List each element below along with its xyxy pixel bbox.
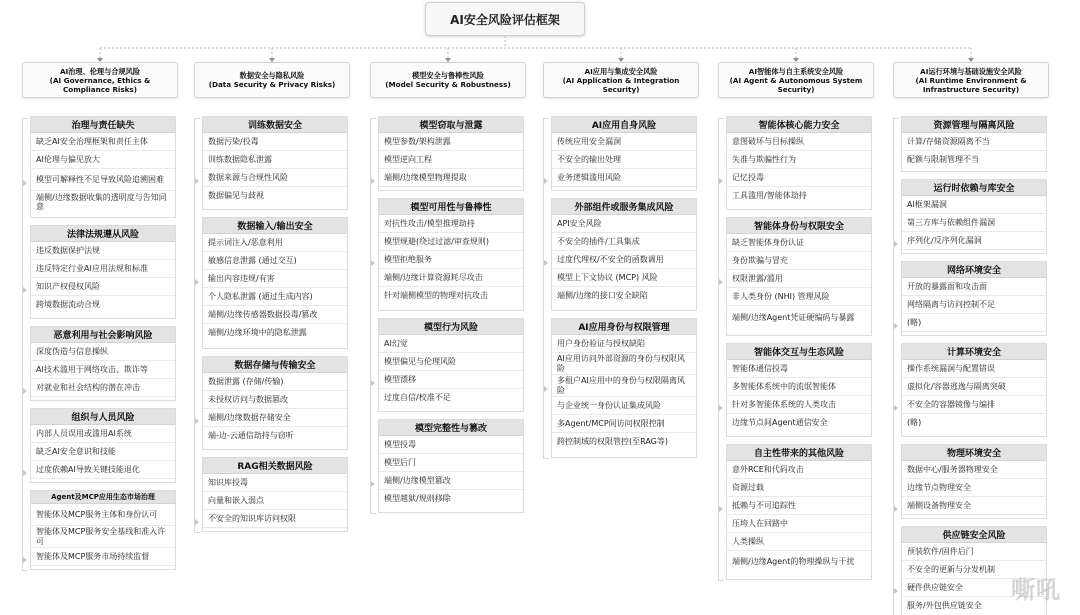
risk-item-label: 敏感信息泄露 (通过交互) <box>208 255 297 265</box>
risk-item <box>727 461 871 479</box>
risk-item <box>203 409 347 427</box>
risk-item-label: 个人隐私泄露 (通过生成内容) <box>208 291 313 301</box>
group-chevron-icon <box>23 470 27 476</box>
risk-item-label: 数据来源与合规性风险 <box>208 172 288 182</box>
risk-item <box>203 492 347 510</box>
risk-item-label: 数据偏见与歧视 <box>208 191 264 201</box>
risk-item <box>31 361 175 379</box>
risk-item <box>902 360 1046 378</box>
risk-item-label: 模型参数/架构泄露 <box>384 136 451 146</box>
risk-group-title: 自主性带来的其他风险 <box>727 445 871 461</box>
risk-item-label: 多智能体系统中的流氓智能体 <box>732 381 836 391</box>
risk-item <box>31 296 175 314</box>
risk-item-label: 业务逻辑滥用风险 <box>557 172 621 182</box>
risk-item <box>31 278 175 296</box>
risk-item-label: 违反特定行业AI应用法规和标准 <box>36 263 148 273</box>
risk-item-label: 端侧/边缘数据存储安全 <box>208 412 291 422</box>
risk-group-title: 计算环境安全 <box>902 344 1046 360</box>
risk-item-label: 服务/外包供应链安全 <box>907 601 982 611</box>
risk-item <box>552 215 696 233</box>
risk-item-label: 非人类身份 (NHI) 管理风险 <box>732 291 830 301</box>
group-chevron-icon <box>544 386 548 392</box>
risk-item-label: 模型后门 <box>384 457 416 467</box>
risk-item <box>727 234 871 252</box>
risk-item-label: 端侧设备物理安全 <box>907 500 971 510</box>
group-chevron-icon <box>195 279 199 285</box>
risk-item-label: 模型规避(绕过过滤/审查规则) <box>384 236 489 246</box>
risk-group-title: 数据输入/输出安全 <box>203 218 347 234</box>
risk-item <box>552 335 696 353</box>
risk-item-label: 不安全的更新与分发机制 <box>907 564 995 574</box>
risk-item-label: 失准与欺骗性行为 <box>732 154 796 164</box>
risk-item <box>379 133 523 151</box>
risk-item <box>379 436 523 454</box>
risk-item-label: 过度代理权/不安全的函数调用 <box>557 254 664 264</box>
risk-item-label: 模型偏见与伦理风险 <box>384 356 456 366</box>
risk-item <box>31 191 175 213</box>
risk-item-label: 端侧/边缘Agent的物理操纵与干扰 <box>732 557 855 567</box>
framework-title: AI安全风险评估框架 <box>425 2 585 36</box>
group-chevron-icon <box>894 506 898 512</box>
risk-group <box>202 116 348 210</box>
risk-item <box>727 169 871 187</box>
risk-item <box>203 252 347 270</box>
risk-item-label: 工具滥用/智能体劫持 <box>732 191 807 201</box>
risk-item-label: 模型漂移 <box>384 374 416 384</box>
group-chevron-icon <box>371 178 375 184</box>
risk-item-label: 配额与限制管理不当 <box>907 155 979 165</box>
risk-item-label: 端侧/边缘计算资源耗尽攻击 <box>384 272 483 282</box>
risk-item <box>379 287 523 305</box>
risk-item <box>552 415 696 433</box>
risk-item <box>552 169 696 187</box>
column-header-agent: AI智能体与自主系统安全风险 (AI Agent & Autonomous System Security) <box>718 62 874 98</box>
risk-item <box>379 353 523 371</box>
risk-item <box>31 461 175 479</box>
column-bracket-line <box>893 118 899 615</box>
risk-item <box>552 251 696 269</box>
risk-group-title: 外部组件或服务集成风险 <box>552 199 696 215</box>
risk-group-title: AI应用身份与权限管理 <box>552 319 696 335</box>
risk-item-label: 跨控制域的权限管控(至RAG等) <box>557 437 669 447</box>
risk-group <box>726 444 872 580</box>
risk-item-label: 针对多智能体系统的人类攻击 <box>732 399 836 409</box>
risk-group <box>901 116 1047 172</box>
risk-item <box>379 233 523 251</box>
risk-item-label: 模型逆向工程 <box>384 154 432 164</box>
risk-item-label: 端-边-云通信劫持与窃听 <box>208 431 294 441</box>
risk-item-label: 开放的暴露面和攻击面 <box>907 281 987 291</box>
risk-item <box>552 397 696 415</box>
group-chevron-icon <box>544 260 548 266</box>
risk-item <box>902 278 1046 296</box>
risk-item-label: 违反数据保护法规 <box>36 245 100 255</box>
risk-item <box>902 396 1046 414</box>
group-chevron-icon <box>719 279 723 285</box>
risk-item <box>379 169 523 187</box>
risk-item <box>727 378 871 396</box>
risk-group <box>378 116 524 191</box>
risk-group-title: 资源管理与隔离风险 <box>902 117 1046 133</box>
risk-item <box>379 389 523 407</box>
risk-group <box>551 198 697 311</box>
risk-item <box>31 425 175 443</box>
risk-item <box>203 133 347 151</box>
risk-item-label: 不安全的知识库访问权限 <box>208 513 296 523</box>
risk-item <box>902 214 1046 232</box>
risk-item <box>203 187 347 205</box>
risk-item <box>552 269 696 287</box>
risk-item <box>727 360 871 378</box>
risk-item <box>552 133 696 151</box>
risk-item <box>902 414 1046 432</box>
risk-group-title: 组织与人员风险 <box>31 409 175 425</box>
risk-item-label: 对抗性攻击/模型推理劫持 <box>384 218 475 228</box>
risk-item <box>727 533 871 551</box>
risk-item-label: 智能体及MCP服务市场持续监督 <box>36 551 150 561</box>
risk-item-label: 第三方库与依赖组件漏洞 <box>907 217 995 227</box>
risk-item-label: 用户身份验证与授权缺陷 <box>557 338 645 348</box>
risk-group-title: 运行时依赖与库安全 <box>902 180 1046 196</box>
risk-item <box>379 335 523 353</box>
group-chevron-icon <box>371 380 375 386</box>
group-chevron-icon <box>894 588 898 594</box>
risk-item <box>379 251 523 269</box>
risk-item <box>31 169 175 191</box>
risk-item <box>727 306 871 330</box>
risk-item-label: 端侧/边缘传感器数据投毒/篡改 <box>208 309 318 319</box>
risk-item-label: 数据泄露 (存储/传输) <box>208 376 284 386</box>
risk-item <box>203 373 347 391</box>
risk-item <box>902 232 1046 250</box>
risk-item-label: 人类操纵 <box>732 536 764 546</box>
group-chevron-icon <box>719 405 723 411</box>
risk-item <box>727 497 871 515</box>
risk-item-label: 端侧/边缘数据收集的透明度与告知同意 <box>36 192 167 211</box>
risk-item-label: 训练数据隐私泄露 <box>208 154 272 164</box>
risk-group <box>726 217 872 336</box>
risk-group <box>901 179 1047 254</box>
risk-item <box>379 490 523 508</box>
risk-item-label: 数据污染/投毒 <box>208 136 259 146</box>
risk-item-label: 意外RCE和代码攻击 <box>732 464 804 474</box>
risk-item <box>203 270 347 288</box>
group-chevron-icon <box>894 241 898 247</box>
risk-item <box>902 479 1046 497</box>
group-chevron-icon <box>195 178 199 184</box>
risk-item <box>379 269 523 287</box>
risk-item-label: 数据中心/服务器物理安全 <box>907 464 998 474</box>
column-header-application: AI应用与集成安全风险 (AI Application & Integration Security) <box>543 62 699 98</box>
risk-item-label: 资源过载 <box>732 482 764 492</box>
risk-group-title: 物理环境安全 <box>902 445 1046 461</box>
risk-item <box>902 151 1046 169</box>
risk-item-label: 端侧/边缘环境中的隐私泄露 <box>208 328 307 338</box>
risk-item-label: 模型投毒 <box>384 439 416 449</box>
risk-item-label: 跨境数据流动合规 <box>36 300 100 310</box>
group-chevron-icon <box>23 287 27 293</box>
risk-item <box>203 306 347 324</box>
risk-item-label: 过度依赖AI导致关键技能退化 <box>36 464 140 474</box>
risk-group <box>202 356 348 450</box>
risk-item-label: 多租户AI应用中的身份与权限隔离风险 <box>557 376 685 395</box>
group-chevron-icon <box>894 405 898 411</box>
risk-item <box>203 234 347 252</box>
risk-group <box>30 326 176 401</box>
risk-item-label: AI应用访问外部资源的身份与权限风险 <box>557 354 685 373</box>
risk-item-label: 缺乏AI安全治理框架和责任主体 <box>36 136 148 146</box>
risk-item-label: 模型越狱/规则移除 <box>384 494 451 504</box>
risk-item-label: 权限泄露/滥用 <box>732 273 783 283</box>
risk-item-label: 意图破坏与目标操纵 <box>732 136 804 146</box>
column-header-model-security: 模型安全与鲁棒性风险 (Model Security & Robustness) <box>370 62 526 98</box>
risk-group <box>30 490 176 570</box>
risk-item-label: 知识库投毒 <box>208 477 248 487</box>
risk-item-label: 身份欺骗与冒充 <box>732 255 788 265</box>
risk-item-label: 端侧/边缘Agent凭证硬编码与暴露 <box>732 313 855 323</box>
risk-group-title: 治理与责任缺失 <box>31 117 175 133</box>
risk-item-label: 计算/存储资源隔离不当 <box>907 136 990 146</box>
risk-item-label: 压垮人在回路中 <box>732 518 788 528</box>
risk-item <box>727 288 871 306</box>
risk-item-label: 智能体及MCP服务主体和身份认可 <box>36 509 158 519</box>
risk-item-label: 输出内容违规/有害 <box>208 273 275 283</box>
group-chevron-icon <box>23 557 27 563</box>
group-chevron-icon <box>195 519 199 525</box>
risk-item <box>203 324 347 342</box>
risk-item-label: 操作系统漏洞与配置错误 <box>907 363 995 373</box>
risk-item-label: 与企业统一身份认证集成风险 <box>557 400 661 410</box>
risk-group-title: 恶意利用与社会影响风险 <box>31 327 175 343</box>
risk-item-label: 对就业和社会结构的潜在冲击 <box>36 382 140 392</box>
risk-item-label: 不安全的容器镜像与编排 <box>907 399 995 409</box>
risk-item-label: 抵赖与不可追踪性 <box>732 500 796 510</box>
risk-item-label: 深度伪造与信息操纵 <box>36 346 108 356</box>
risk-group-title: 网络环境安全 <box>902 262 1046 278</box>
risk-item <box>552 233 696 251</box>
risk-group-title: 模型窃取与泄露 <box>379 117 523 133</box>
risk-item-label: 提示词注入/恶意利用 <box>208 237 283 247</box>
risk-group <box>202 217 348 349</box>
risk-item-label: 内部人员误用或滥用AI系统 <box>36 428 132 438</box>
risk-group <box>30 116 176 218</box>
risk-group-title: AI应用自身风险 <box>552 117 696 133</box>
risk-group <box>726 343 872 437</box>
risk-item <box>552 151 696 169</box>
risk-group-title: 法律法规遵从风险 <box>31 226 175 242</box>
risk-item-label: 端侧/边缘的接口安全缺陷 <box>557 291 648 301</box>
risk-group <box>901 261 1047 336</box>
risk-item <box>31 242 175 260</box>
risk-item <box>203 510 347 528</box>
risk-item-label: 硬件供应链安全 <box>907 582 963 592</box>
risk-group-title: 智能体身份与权限安全 <box>727 218 871 234</box>
risk-item <box>727 252 871 270</box>
risk-item <box>902 543 1046 561</box>
risk-item <box>902 314 1046 332</box>
risk-item-label: 预装软件/固件后门 <box>907 546 974 556</box>
group-chevron-icon <box>544 178 548 184</box>
risk-item <box>203 169 347 187</box>
risk-item-label: 缺乏AI安全意识和技能 <box>36 446 116 456</box>
risk-group <box>551 116 697 191</box>
risk-item-label: 虚拟化/容器逃逸与隔离突破 <box>907 381 1006 391</box>
risk-item <box>727 515 871 533</box>
risk-item-label: 针对端侧模型的物理对抗攻击 <box>384 291 488 301</box>
risk-item-label: 模型拒绝服务 <box>384 254 432 264</box>
risk-item-label: (略) <box>907 317 922 327</box>
risk-item <box>31 151 175 169</box>
risk-item <box>727 396 871 414</box>
risk-item <box>902 461 1046 479</box>
risk-group <box>378 318 524 412</box>
risk-item-label: 过度自信/校准不足 <box>384 393 451 403</box>
risk-group <box>378 419 524 513</box>
risk-item <box>31 526 175 548</box>
risk-item <box>902 133 1046 151</box>
risk-group-title: 训练数据安全 <box>203 117 347 133</box>
risk-item <box>203 427 347 445</box>
group-chevron-icon <box>719 506 723 512</box>
risk-group <box>726 116 872 210</box>
group-chevron-icon <box>371 260 375 266</box>
risk-item <box>727 270 871 288</box>
risk-item <box>727 133 871 151</box>
risk-item-label: AI技术滥用于网络攻击、欺诈等 <box>36 364 148 374</box>
risk-item <box>379 151 523 169</box>
risk-item <box>902 378 1046 396</box>
risk-item <box>379 472 523 490</box>
group-chevron-icon <box>23 388 27 394</box>
risk-item <box>727 551 871 573</box>
risk-item <box>902 296 1046 314</box>
risk-item-label: AI幻觉 <box>384 338 408 348</box>
risk-group-title: 智能体交互与生态风险 <box>727 344 871 360</box>
risk-item-label: 缺乏智能体身份认证 <box>732 237 804 247</box>
risk-item-label: 智能体通信投毒 <box>732 363 788 373</box>
group-chevron-icon <box>894 323 898 329</box>
risk-item <box>379 371 523 389</box>
risk-item <box>379 454 523 472</box>
risk-item-label: 未授权访问与数据篡改 <box>208 394 288 404</box>
risk-item-label: 多Agent/MCP间访问权限控制 <box>557 418 665 428</box>
risk-group-title: 数据存储与传输安全 <box>203 357 347 373</box>
risk-group <box>901 343 1047 437</box>
risk-item <box>203 151 347 169</box>
risk-item-label: 端侧/边缘模型篡改 <box>384 475 451 485</box>
risk-item <box>203 288 347 306</box>
risk-item <box>203 391 347 409</box>
risk-item-label: 传统应用安全漏洞 <box>557 136 621 146</box>
risk-group-title: RAG相关数据风险 <box>203 458 347 474</box>
risk-group <box>202 457 348 532</box>
risk-item-label: API安全风险 <box>557 218 602 228</box>
risk-item <box>552 353 696 375</box>
risk-item <box>902 196 1046 214</box>
risk-group <box>30 225 176 319</box>
column-header-governance: AI治理、伦理与合规风险 (AI Governance, Ethics & Compliance Risks) <box>22 62 178 98</box>
risk-item <box>203 474 347 492</box>
risk-group-title: 智能体核心能力安全 <box>727 117 871 133</box>
column-header-infrastructure: AI运行环境与基础设施安全风险 (AI Runtime Environment & Infrastructure Security) <box>893 62 1049 98</box>
column-bracket-line <box>543 118 549 459</box>
risk-item-label: 端侧/边缘模型物理提取 <box>384 172 467 182</box>
risk-item-label: 序列化/反序列化漏洞 <box>907 235 982 245</box>
risk-item <box>31 504 175 526</box>
risk-item <box>552 375 696 397</box>
risk-item-label: 边缘节点间Agent通信安全 <box>732 418 828 428</box>
risk-item-label: 边缘节点物理安全 <box>907 482 971 492</box>
group-chevron-icon <box>23 180 27 186</box>
risk-item <box>31 379 175 397</box>
risk-group-title: 模型完整性与篡改 <box>379 420 523 436</box>
risk-item-label: 不安全的输出处理 <box>557 154 621 164</box>
risk-item <box>552 433 696 451</box>
risk-item-label: 模型可解释性不足导致风险追溯困难 <box>36 174 164 184</box>
risk-item-label: AI框架漏洞 <box>907 199 947 209</box>
risk-item <box>31 443 175 461</box>
risk-group-title: 供应链安全风险 <box>902 527 1046 543</box>
risk-group <box>901 444 1047 519</box>
risk-group <box>378 198 524 311</box>
risk-item <box>31 260 175 278</box>
watermark-logo: 嘶吼 <box>1011 574 1061 604</box>
group-chevron-icon <box>719 178 723 184</box>
risk-item <box>31 548 175 566</box>
risk-item-label: (略) <box>907 418 922 428</box>
risk-item-label: 模型上下文协议 (MCP) 风险 <box>557 272 658 282</box>
risk-item-label: 智能体及MCP服务安全基线和准入许可 <box>36 527 166 546</box>
risk-item <box>902 497 1046 515</box>
risk-group-title: Agent及MCP应用生态市场治理 <box>31 491 175 504</box>
group-chevron-icon <box>195 418 199 424</box>
column-header-data-privacy: 数据安全与隐私风险 (Data Security & Privacy Risks) <box>194 62 350 98</box>
risk-item <box>727 479 871 497</box>
group-chevron-icon <box>371 481 375 487</box>
risk-group <box>30 408 176 483</box>
risk-item <box>727 187 871 205</box>
risk-item <box>727 151 871 169</box>
risk-group <box>551 318 697 458</box>
risk-item-label: AI伦理与偏见放大 <box>36 154 100 164</box>
risk-item-label: 向量和嵌入弱点 <box>208 495 264 505</box>
risk-item <box>379 215 523 233</box>
risk-item <box>31 343 175 361</box>
risk-item-label: 记忆投毒 <box>732 172 764 182</box>
risk-item <box>727 414 871 432</box>
risk-group-title: 模型可用性与鲁棒性 <box>379 199 523 215</box>
risk-item-label: 知识产权侵权风险 <box>36 281 100 291</box>
risk-item <box>552 287 696 305</box>
risk-item <box>31 133 175 151</box>
risk-item-label: 不安全的插件/工具集成 <box>557 236 640 246</box>
risk-group-title: 模型行为风险 <box>379 319 523 335</box>
risk-item-label: 网络隔离与访问控制不足 <box>907 299 995 309</box>
